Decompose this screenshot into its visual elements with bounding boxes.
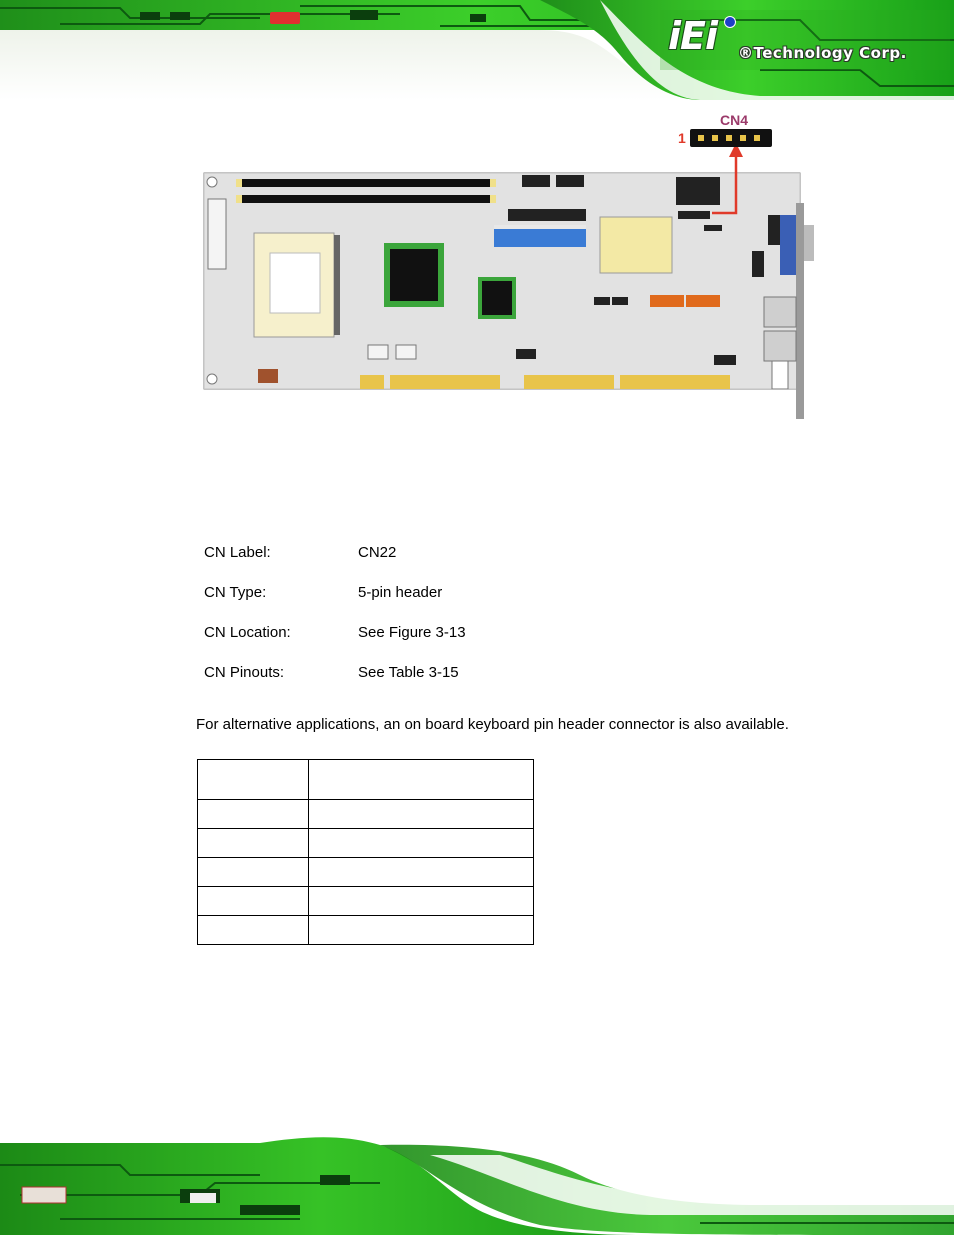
table-cell (309, 916, 534, 945)
spec-value: See Table 3-15 (358, 664, 459, 681)
table-cell (309, 800, 534, 829)
logo-dot-icon (724, 16, 736, 28)
board-layout-figure (180, 105, 840, 425)
spec-value: CN22 (358, 544, 397, 561)
pin1-label: 1 (678, 130, 686, 146)
table-cell (309, 829, 534, 858)
table-cell (198, 916, 309, 945)
table-row (198, 916, 534, 945)
logo-mark: iEi (668, 14, 718, 58)
table-cell (198, 858, 309, 887)
table-cell (198, 800, 309, 829)
spec-label: CN Label: (204, 544, 271, 561)
table-cell (309, 858, 534, 887)
table-row (198, 829, 534, 858)
table-cell (309, 887, 534, 916)
spec-value: See Figure 3-13 (358, 624, 466, 641)
footer-banner (0, 1135, 954, 1235)
cn4-label: CN4 (720, 112, 749, 128)
spec-label: CN Type: (204, 584, 267, 601)
spec-label: CN Location: (204, 624, 291, 641)
intro-paragraph: For alternative applications, an on board keyboard pin header connector is also available. (196, 716, 789, 733)
spec-label: CN Pinouts: (204, 664, 285, 681)
table-header-cell (309, 760, 534, 800)
table-header-cell (198, 760, 309, 800)
table-cell (198, 829, 309, 858)
table-row (198, 800, 534, 829)
spec-value: 5-pin header (358, 584, 443, 601)
table-row (198, 858, 534, 887)
circuit-board-footer-art (0, 1135, 954, 1235)
board-diagram (180, 105, 840, 425)
logo-text: ®Technology Corp. (738, 44, 907, 62)
table-header-row (198, 760, 534, 800)
pinout-table (197, 759, 534, 945)
header-banner (0, 0, 954, 100)
company-logo (668, 14, 907, 62)
table-cell (198, 887, 309, 916)
table-row (198, 887, 534, 916)
